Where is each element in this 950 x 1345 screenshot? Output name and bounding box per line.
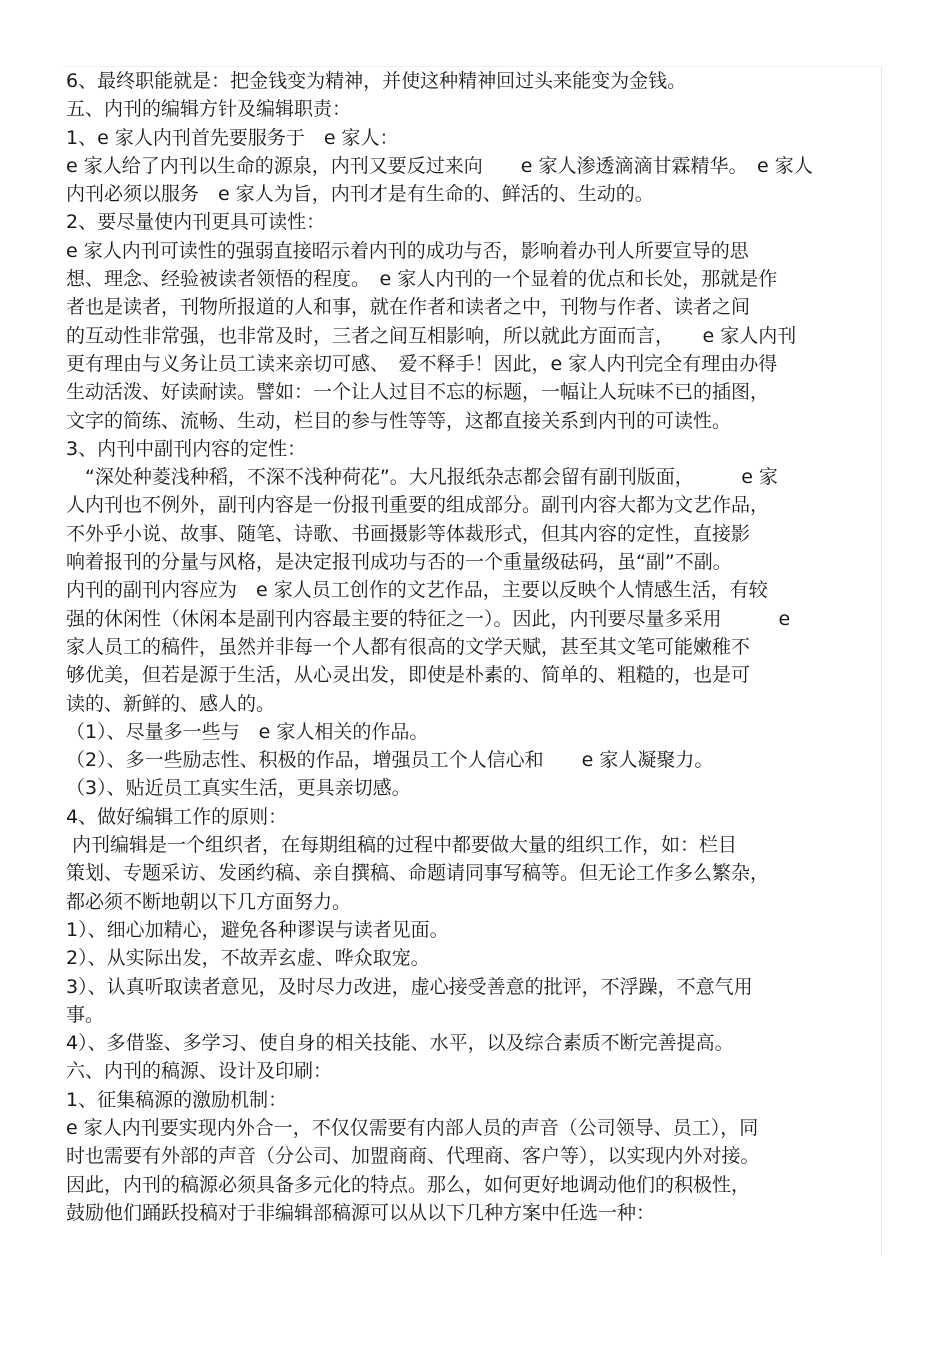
section-heading: 六、内刊的稿源、设计及印刷： [66, 1060, 333, 1083]
list-item: 1）、细心加精心，避免各种谬误与读者见面。 [66, 918, 449, 941]
list-item: 3）、认真听取读者意见，及时尽力改进，虚心接受善意的批评，不浮躁，不意气用 [66, 975, 753, 998]
subheading: 4、做好编辑工作的原则： [66, 805, 288, 828]
list-item: 4）、多借鉴、多学习、使自身的相关技能、水平，以及综合素质不断完善提高。 [66, 1032, 734, 1055]
text-line: 鼓励他们踊跃投稿对于非编辑部稿源可以从以下几种方案中任选一种： [66, 1201, 656, 1224]
list-item: （3）、贴近员工真实生活，更具亲切感。 [66, 777, 411, 800]
text-line: 强的休闲性（休闲本是副刊内容最主要的特征之一）。因此，内刊要尽量多采用 e [66, 607, 791, 630]
text-line: 人内刊也不例外，副刊内容是一份报刊重要的组成部分。副刊内容大都为文艺作品， [66, 494, 770, 517]
text-line: e 家人给了内刊以生命的源泉，内刊又要反过来向 e 家人渗透滴滴甘霖精华。 e 家人 [66, 154, 813, 177]
subheading: 3、内刊中副刊内容的定性： [66, 437, 307, 460]
text-line: 更有理由与义务让员工读来亲切可感、 爱不释手！因此，e 家人内刊完全有理由办得 [66, 352, 778, 375]
document-body [66, 67, 882, 1227]
text-line: 事。 [66, 1003, 105, 1026]
text-line: 者也是读者，刊物所报道的人和事，就在作者和读者之中，刊物与作者、读者之间 [66, 296, 751, 319]
text-line: 生动活泼、好读耐读。譬如：一个让人过目不忘的标题，一幅让人玩味不已的插图， [66, 381, 770, 404]
text-line: 内刊编辑是一个组织者，在每期组稿的过程中都要做大量的组织工作，如：栏目 [66, 834, 738, 857]
text-line: 时也需要有外部的声音（分公司、加盟商商、代理商、客户等），以实现内外对接。 [66, 1145, 760, 1168]
text-line: e 家人内刊可读性的强弱直接昭示着内刊的成功与否，影响着办刊人所要宣导的思 [66, 239, 749, 262]
list-item: （1）、尽量多一些与 e 家人相关的作品。 [66, 720, 429, 743]
subheading: 1、e 家人内刊首先要服务于 e 家人： [66, 126, 399, 149]
text-line: 因此，内刊的稿源必须具备多元化的特点。那么，如何更好地调动他们的积极性， [66, 1173, 751, 1196]
text-line: 不外乎小说、故事、随笔、诗歌、书画摄影等体裁形式，但其内容的定性，直接影 [66, 522, 751, 545]
section-heading: 五、内刊的编辑方针及编辑职责： [66, 98, 352, 121]
text-line: 的互动性非常强，也非常及时，三者之间互相影响，所以就此方面而言， e 家人内刊 [66, 324, 797, 347]
text-line: 都必须不断地朝以下几方面努力。 [66, 890, 352, 913]
subheading: 1、征集稿源的激励机制： [66, 1088, 288, 1111]
text-line: 家人员工的稿件，虽然并非每一个人都有很高的文学天赋，甚至其文笔可能嫩稚不 [66, 635, 751, 658]
text-line: 内刊必须以服务 e 家人为旨，内刊才是有生命的、鲜活的、生动的。 [66, 183, 654, 206]
text-line: 想、理念、经验被读者领悟的程度。 e 家人内刊的一个显着的优点和长处，那就是作 [66, 268, 778, 291]
text-line: 文字的简练、流畅、生动，栏目的参与性等等，这都直接关系到内刊的可读性。 [66, 409, 732, 432]
text-line: 内刊的副刊内容应为 e 家人员工创作的文艺作品，主要以反映个人情感生活，有较 [66, 579, 768, 602]
text-line: 6、最终职能就是：把金钱变为精神，并使这种精神回过头来能变为金钱。 [66, 70, 687, 92]
subheading: 2、要尽量使内刊更具可读性： [66, 211, 326, 234]
text-line: 读的、新鲜的、感人的。 [66, 692, 276, 715]
text-line: e 家人内刊要实现内外合一，不仅仅需要有内部人员的声音（公司领导、员工），同 [66, 1116, 759, 1139]
text-line: 策划、专题采访、发函约稿、亲自撰稿、命题请同事写稿等。但无论工作多么繁杂， [66, 862, 770, 885]
list-item: 2）、从实际出发，不故弄玄虚、哗众取宠。 [66, 947, 430, 970]
text-line: “深处种菱浅种稻，不深不浅种荷花”。大凡报纸杂志都会留有副刊版面， e 家 [66, 466, 778, 489]
list-item: （2）、多一些励志性、积极的作品，增强员工个人信心和 e 家人凝聚力。 [66, 749, 714, 772]
text-line: 够优美，但若是源于生活，从心灵出发，即使是朴素的、简单的、粗糙的，也是可 [66, 664, 751, 687]
text-line: 响着报刊的分量与风格，是决定报刊成功与否的一个重量级砝码，虽“副”不副。 [66, 551, 732, 574]
